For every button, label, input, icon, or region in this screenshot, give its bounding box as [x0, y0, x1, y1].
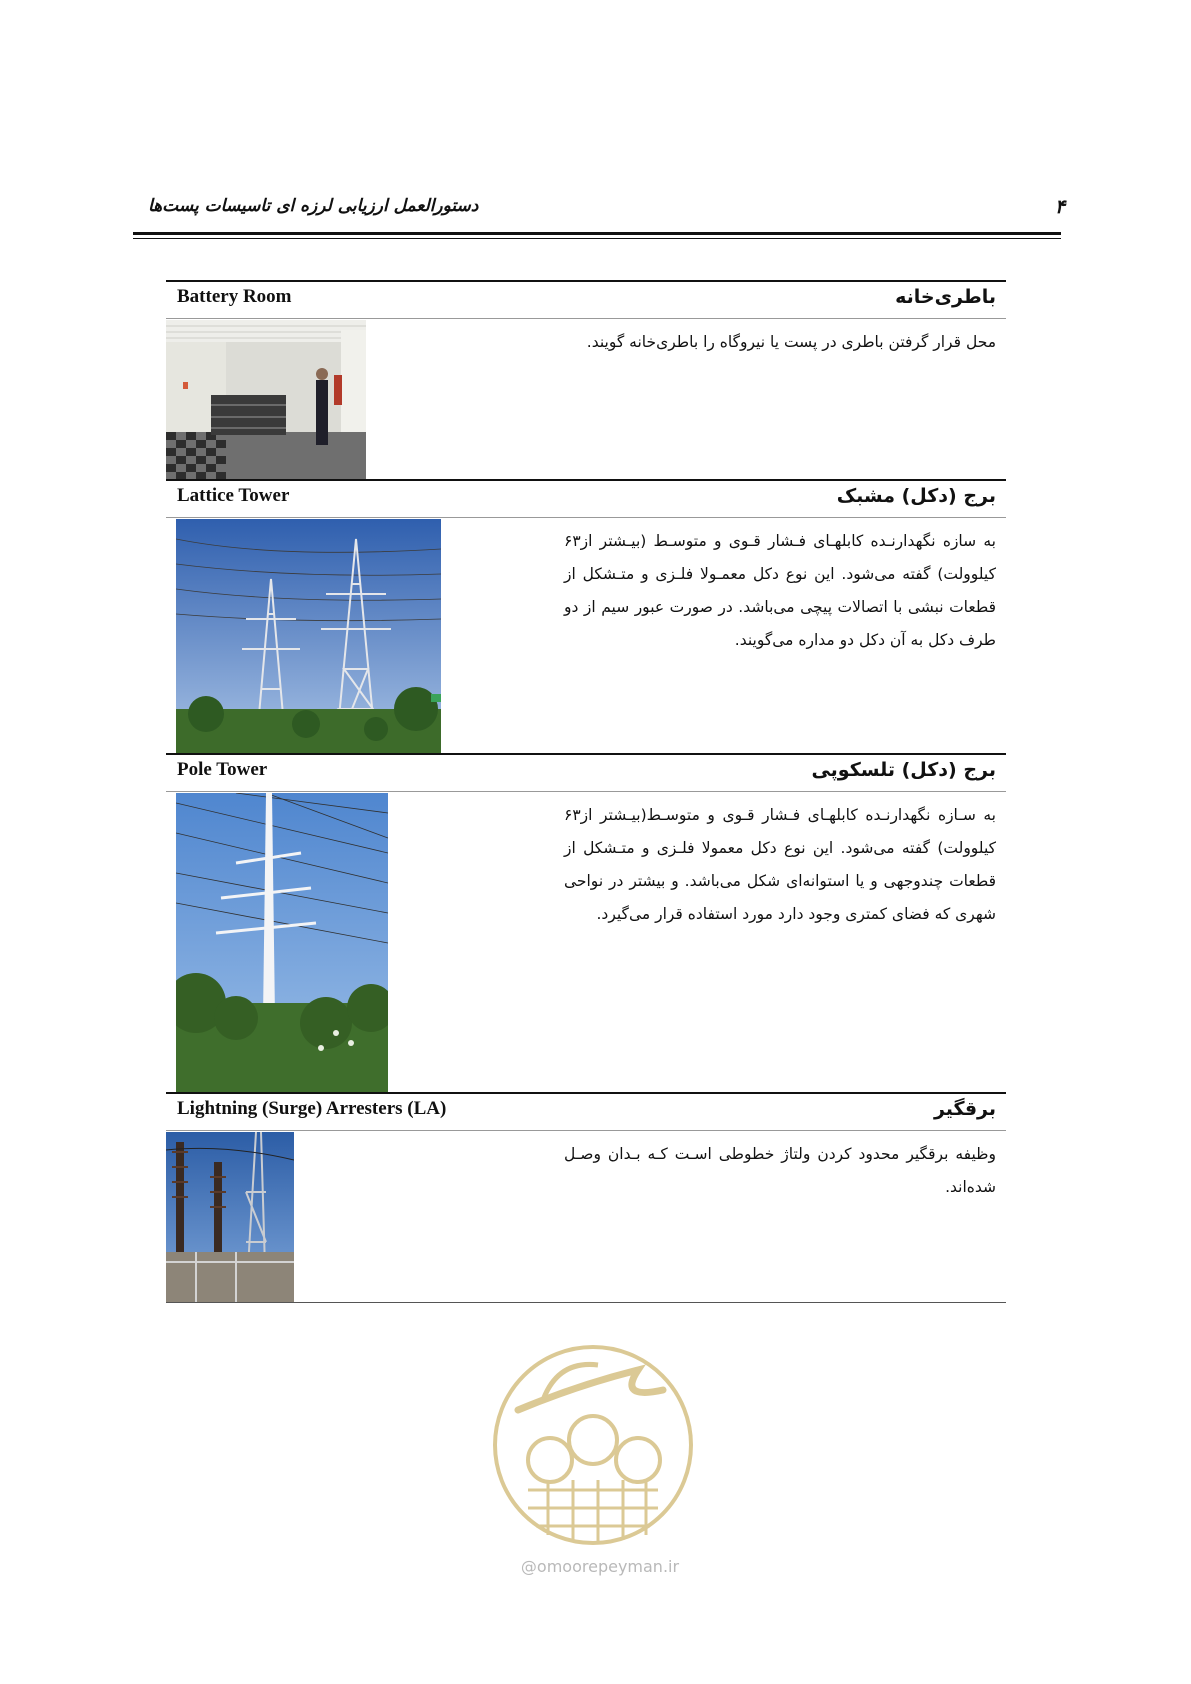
watermark-site: @omoorepeyman.ir	[520, 1557, 680, 1576]
battery-room-photo	[166, 320, 366, 480]
pole-tower-photo	[176, 793, 388, 1093]
definition: وظیفه برقگیر محدود کردن ولتاژ خطوطی اسـت کـه بـدان وصـل شده‌اند.	[564, 1145, 996, 1196]
persian-term: برج (دکل) تلسکوپی	[811, 759, 996, 781]
persian-term: باطری‌خانه	[895, 286, 996, 308]
glossary-entry-pole-tower	[166, 753, 1006, 1093]
entry-divider	[166, 1130, 1006, 1131]
lightning-arrester-photo	[166, 1132, 294, 1302]
entry-rule	[166, 1092, 1006, 1094]
english-term: Pole Tower	[177, 759, 268, 780]
english-term: Lattice Tower	[177, 485, 290, 506]
lattice-tower-photo	[176, 519, 441, 754]
english-term: Lightning (Surge) Arresters (LA)	[177, 1098, 447, 1119]
glossary-entry-battery-room	[166, 280, 1006, 480]
persian-term: برج (دکل) مشبک	[836, 485, 996, 507]
definition: محل قرار گرفتن باطری در پست یا نیروگاه را باطری‌خانه گویند.	[586, 333, 996, 351]
page-number: ۴	[1054, 196, 1066, 218]
definition: به سـازه نگهدارنـده کابلهـای فـشار قـوی و متوسـط(بیـشتر از۶۳ کیلوولت) گفته می‌شود. این نوع دکل معمولا فلـزی و متـشکل از قطعات چندوجهی و یا استوانه‌ای شکل می‌باشد. و بیشتر در نواحی شهری که فضای کمتری وجود دارد مورد استفاده قرار می‌گیرد.	[564, 806, 996, 923]
entry-rule	[166, 753, 1006, 755]
entry-divider	[166, 791, 1006, 792]
entry-divider	[166, 318, 1006, 319]
entry-rule	[166, 479, 1006, 481]
definition: به سازه نگهدارنـده کابلهـای فـشار قـوی و متوسـط (بیـشتر از۶۳ کیلوولت) گفته می‌شود. این نوع دکل معمـولا فلـزی و متـشکل از قطعات نبشی با اتصالات پیچی می‌باشد. در صورت عبور سیم از دو طرف دکل به آن دکل دو مداره می‌گویند.	[564, 532, 996, 649]
entry-divider	[166, 517, 1006, 518]
header-rule-thin	[133, 238, 1061, 239]
glossary-entry-lattice-tower	[166, 479, 1006, 754]
running-header-title: دستورالعمل ارزیابی لرزه ای تاسیسات پست‌ها	[148, 196, 479, 216]
english-term: Battery Room	[177, 286, 292, 307]
glossary-entry-lightning-arresters	[166, 1092, 1006, 1302]
entry-rule	[166, 280, 1006, 282]
watermark-logo	[488, 1330, 713, 1580]
table-bottom-rule	[166, 1302, 1006, 1303]
persian-term: برقگیر	[933, 1098, 996, 1120]
header-rule	[133, 232, 1061, 235]
